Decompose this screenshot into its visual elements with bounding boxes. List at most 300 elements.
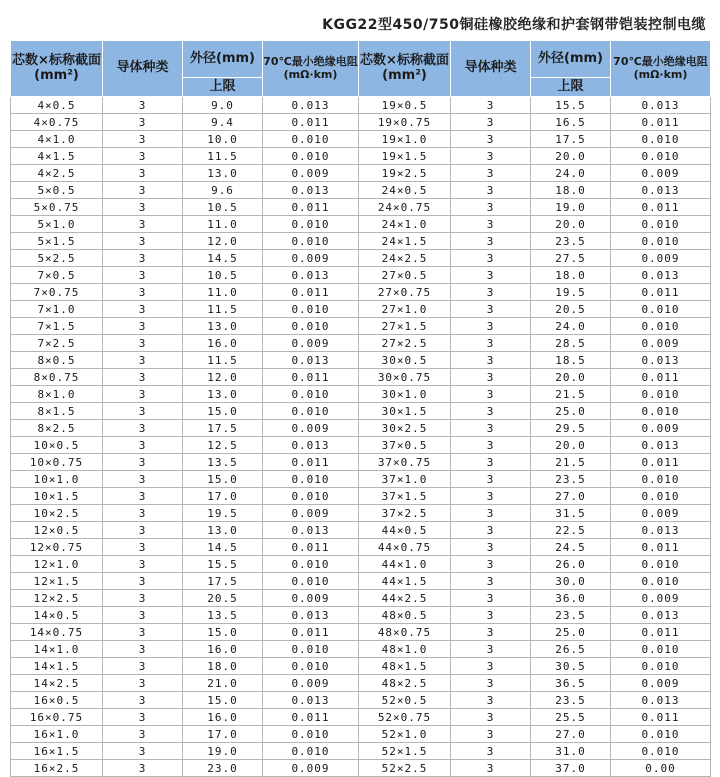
resistance-cell: 0.010 [611, 556, 711, 573]
diameter-cell: 37.0 [531, 760, 611, 777]
cores-cell: 48×0.5 [359, 607, 451, 624]
resistance-cell: 0.009 [611, 590, 711, 607]
cores-cell: 44×2.5 [359, 590, 451, 607]
diameter-cell: 14.5 [183, 250, 263, 267]
conductor-cell: 3 [103, 590, 183, 607]
cores-cell: 7×1.5 [11, 318, 103, 335]
table-row [11, 182, 711, 199]
resistance-cell: 0.011 [611, 114, 711, 131]
cores-cell: 8×2.5 [11, 420, 103, 437]
resistance-cell: 0.011 [263, 454, 359, 471]
cores-cell: 12×1.0 [11, 556, 103, 573]
resistance-cell: 0.013 [611, 692, 711, 709]
table-row [11, 420, 711, 437]
resistance-cell: 0.009 [263, 165, 359, 182]
cores-cell: 52×1.5 [359, 743, 451, 760]
cores-cell: 14×0.75 [11, 624, 103, 641]
resistance-cell: 0.013 [263, 182, 359, 199]
conductor-cell: 3 [103, 267, 183, 284]
resistance-cell: 0.010 [611, 216, 711, 233]
cores-cell: 7×0.5 [11, 267, 103, 284]
table-row [11, 709, 711, 726]
resistance-cell: 0.009 [611, 420, 711, 437]
resistance-cell: 0.010 [611, 488, 711, 505]
resistance-cell: 0.010 [263, 403, 359, 420]
diameter-cell: 9.0 [183, 97, 263, 114]
cores-cell: 24×0.75 [359, 199, 451, 216]
conductor-cell: 3 [103, 760, 183, 777]
conductor-cell: 3 [103, 165, 183, 182]
resistance-cell: 0.010 [263, 573, 359, 590]
diameter-cell: 21.0 [183, 675, 263, 692]
diameter-cell: 13.5 [183, 607, 263, 624]
diameter-cell: 17.5 [183, 573, 263, 590]
resistance-cell: 0.009 [263, 420, 359, 437]
table-row [11, 301, 711, 318]
cores-cell: 8×1.0 [11, 386, 103, 403]
diameter-cell: 23.5 [531, 692, 611, 709]
cores-cell: 5×0.5 [11, 182, 103, 199]
conductor-cell: 3 [103, 607, 183, 624]
diameter-cell: 15.0 [183, 624, 263, 641]
cores-cell: 5×2.5 [11, 250, 103, 267]
diameter-cell: 16.0 [183, 709, 263, 726]
cores-cell: 27×0.5 [359, 267, 451, 284]
conductor-cell: 3 [451, 403, 531, 420]
table-row [11, 522, 711, 539]
conductor-cell: 3 [451, 233, 531, 250]
conductor-cell: 3 [451, 641, 531, 658]
resistance-cell: 0.010 [263, 216, 359, 233]
resistance-cell: 0.011 [263, 284, 359, 301]
diameter-cell: 20.5 [531, 301, 611, 318]
cores-cell: 19×0.75 [359, 114, 451, 131]
cores-cell: 52×2.5 [359, 760, 451, 777]
resistance-cell: 0.010 [263, 726, 359, 743]
diameter-cell: 16.0 [183, 641, 263, 658]
diameter-cell: 11.0 [183, 284, 263, 301]
diameter-cell: 27.0 [531, 726, 611, 743]
resistance-cell: 0.010 [611, 301, 711, 318]
table-row [11, 165, 711, 182]
diameter-cell: 11.5 [183, 301, 263, 318]
conductor-cell: 3 [451, 522, 531, 539]
cores-cell: 37×1.0 [359, 471, 451, 488]
table-row [11, 556, 711, 573]
cores-cell: 24×1.5 [359, 233, 451, 250]
resistance-cell: 0.011 [611, 709, 711, 726]
diameter-cell: 20.0 [531, 437, 611, 454]
cores-cell: 8×0.75 [11, 369, 103, 386]
diameter-cell: 31.0 [531, 743, 611, 760]
resistance-cell: 0.010 [611, 233, 711, 250]
conductor-cell: 3 [451, 437, 531, 454]
table-row [11, 641, 711, 658]
diameter-cell: 16.5 [531, 114, 611, 131]
conductor-cell: 3 [103, 114, 183, 131]
resistance-cell: 0.011 [611, 624, 711, 641]
table-row [11, 352, 711, 369]
conductor-cell: 3 [451, 250, 531, 267]
resistance-cell: 0.011 [263, 369, 359, 386]
cores-cell: 14×2.5 [11, 675, 103, 692]
diameter-cell: 26.5 [531, 641, 611, 658]
diameter-cell: 17.5 [531, 131, 611, 148]
cores-cell: 4×1.0 [11, 131, 103, 148]
conductor-cell: 3 [103, 233, 183, 250]
table-row [11, 675, 711, 692]
resistance-cell: 0.013 [611, 267, 711, 284]
resistance-cell: 0.011 [263, 624, 359, 641]
cores-cell: 14×0.5 [11, 607, 103, 624]
cores-cell: 52×0.5 [359, 692, 451, 709]
table-row [11, 114, 711, 131]
resistance-cell: 0.009 [263, 250, 359, 267]
conductor-cell: 3 [451, 420, 531, 437]
table-row [11, 624, 711, 641]
conductor-cell: 3 [451, 165, 531, 182]
table-row [11, 760, 711, 777]
conductor-cell: 3 [103, 454, 183, 471]
diameter-cell: 12.0 [183, 369, 263, 386]
table-row [11, 505, 711, 522]
conductor-cell: 3 [103, 216, 183, 233]
table-row [11, 318, 711, 335]
cores-cell: 37×2.5 [359, 505, 451, 522]
conductor-cell: 3 [451, 454, 531, 471]
conductor-cell: 3 [103, 369, 183, 386]
header-cores: 芯数×标称截面 (mm²) [11, 41, 103, 97]
cores-cell: 44×1.5 [359, 573, 451, 590]
conductor-cell: 3 [103, 709, 183, 726]
diameter-cell: 19.0 [531, 199, 611, 216]
header-resistance: 70℃最小绝缘电阻 (mΩ·km) [611, 41, 711, 97]
cores-cell: 24×0.5 [359, 182, 451, 199]
cores-cell: 27×2.5 [359, 335, 451, 352]
cores-cell: 12×0.5 [11, 522, 103, 539]
resistance-cell: 0.010 [263, 556, 359, 573]
resistance-cell: 0.011 [263, 539, 359, 556]
diameter-cell: 21.5 [531, 454, 611, 471]
conductor-cell: 3 [451, 182, 531, 199]
conductor-cell: 3 [103, 522, 183, 539]
resistance-cell: 0.013 [263, 437, 359, 454]
conductor-cell: 3 [451, 335, 531, 352]
resistance-cell: 0.010 [263, 386, 359, 403]
diameter-cell: 20.0 [531, 216, 611, 233]
conductor-cell: 3 [103, 743, 183, 760]
conductor-cell: 3 [103, 641, 183, 658]
conductor-cell: 3 [103, 335, 183, 352]
diameter-cell: 36.5 [531, 675, 611, 692]
resistance-cell: 0.013 [611, 97, 711, 114]
diameter-cell: 25.0 [531, 403, 611, 420]
diameter-cell: 20.5 [183, 590, 263, 607]
diameter-cell: 10.5 [183, 199, 263, 216]
cores-cell: 19×2.5 [359, 165, 451, 182]
resistance-cell: 0.011 [611, 199, 711, 216]
resistance-cell: 0.011 [263, 709, 359, 726]
conductor-cell: 3 [451, 301, 531, 318]
cores-cell: 16×1.0 [11, 726, 103, 743]
table-row [11, 199, 711, 216]
cores-cell: 24×2.5 [359, 250, 451, 267]
diameter-cell: 23.0 [183, 760, 263, 777]
conductor-cell: 3 [103, 403, 183, 420]
conductor-cell: 3 [451, 624, 531, 641]
conductor-cell: 3 [451, 590, 531, 607]
diameter-cell: 18.0 [183, 658, 263, 675]
diameter-cell: 13.0 [183, 165, 263, 182]
diameter-cell: 19.0 [183, 743, 263, 760]
cores-cell: 37×0.5 [359, 437, 451, 454]
header-conductor: 导体种类 [451, 41, 531, 97]
conductor-cell: 3 [451, 97, 531, 114]
diameter-cell: 13.0 [183, 318, 263, 335]
diameter-cell: 20.0 [531, 369, 611, 386]
conductor-cell: 3 [451, 216, 531, 233]
table-row [11, 386, 711, 403]
resistance-cell: 0.010 [263, 233, 359, 250]
table-row [11, 267, 711, 284]
header-cores: 芯数×标称截面 (mm²) [359, 41, 451, 97]
cores-cell: 37×1.5 [359, 488, 451, 505]
resistance-cell: 0.010 [263, 318, 359, 335]
table-row [11, 539, 711, 556]
cores-cell: 4×2.5 [11, 165, 103, 182]
cores-cell: 48×0.75 [359, 624, 451, 641]
conductor-cell: 3 [103, 318, 183, 335]
table-row [11, 250, 711, 267]
resistance-cell: 0.010 [263, 658, 359, 675]
resistance-cell: 0.013 [263, 97, 359, 114]
conductor-cell: 3 [451, 267, 531, 284]
resistance-cell: 0.010 [263, 488, 359, 505]
resistance-cell: 0.009 [263, 675, 359, 692]
diameter-cell: 9.6 [183, 182, 263, 199]
cores-cell: 4×1.5 [11, 148, 103, 165]
table-row [11, 488, 711, 505]
conductor-cell: 3 [451, 760, 531, 777]
cores-cell: 7×2.5 [11, 335, 103, 352]
table-row [11, 658, 711, 675]
conductor-cell: 3 [103, 539, 183, 556]
cores-cell: 12×1.5 [11, 573, 103, 590]
resistance-cell: 0.009 [611, 505, 711, 522]
diameter-cell: 11.5 [183, 352, 263, 369]
diameter-cell: 27.0 [531, 488, 611, 505]
conductor-cell: 3 [103, 199, 183, 216]
cores-cell: 5×1.0 [11, 216, 103, 233]
diameter-cell: 11.0 [183, 216, 263, 233]
diameter-cell: 22.5 [531, 522, 611, 539]
resistance-cell: 0.010 [611, 403, 711, 420]
diameter-cell: 24.5 [531, 539, 611, 556]
conductor-cell: 3 [103, 148, 183, 165]
conductor-cell: 3 [451, 726, 531, 743]
table-row [11, 369, 711, 386]
resistance-cell: 0.013 [263, 522, 359, 539]
table-row [11, 148, 711, 165]
resistance-cell: 0.010 [263, 471, 359, 488]
resistance-cell: 0.013 [611, 352, 711, 369]
conductor-cell: 3 [103, 301, 183, 318]
resistance-cell: 0.009 [263, 505, 359, 522]
conductor-cell: 3 [103, 386, 183, 403]
conductor-cell: 3 [451, 352, 531, 369]
diameter-cell: 30.5 [531, 658, 611, 675]
cores-cell: 44×0.75 [359, 539, 451, 556]
diameter-cell: 18.0 [531, 182, 611, 199]
diameter-cell: 15.5 [183, 556, 263, 573]
diameter-cell: 15.0 [183, 692, 263, 709]
conductor-cell: 3 [451, 318, 531, 335]
cores-cell: 14×1.0 [11, 641, 103, 658]
diameter-cell: 36.0 [531, 590, 611, 607]
resistance-cell: 0.011 [611, 369, 711, 386]
header-upper: 上限 [531, 78, 611, 97]
diameter-cell: 24.0 [531, 318, 611, 335]
cores-cell: 16×2.5 [11, 760, 103, 777]
conductor-cell: 3 [103, 488, 183, 505]
resistance-cell: 0.009 [611, 335, 711, 352]
conductor-cell: 3 [451, 148, 531, 165]
diameter-cell: 25.0 [531, 624, 611, 641]
diameter-cell: 18.5 [531, 352, 611, 369]
conductor-cell: 3 [103, 505, 183, 522]
diameter-cell: 19.5 [183, 505, 263, 522]
cores-cell: 52×0.75 [359, 709, 451, 726]
diameter-cell: 28.5 [531, 335, 611, 352]
conductor-cell: 3 [451, 488, 531, 505]
cores-cell: 24×1.0 [359, 216, 451, 233]
conductor-cell: 3 [451, 658, 531, 675]
conductor-cell: 3 [451, 386, 531, 403]
table-row [11, 573, 711, 590]
cores-cell: 10×1.0 [11, 471, 103, 488]
conductor-cell: 3 [451, 539, 531, 556]
resistance-cell: 0.013 [611, 437, 711, 454]
conductor-cell: 3 [103, 573, 183, 590]
diameter-cell: 10.0 [183, 131, 263, 148]
diameter-cell: 26.0 [531, 556, 611, 573]
cores-cell: 52×1.0 [359, 726, 451, 743]
resistance-cell: 0.009 [263, 760, 359, 777]
cores-cell: 48×1.5 [359, 658, 451, 675]
cores-cell: 30×1.5 [359, 403, 451, 420]
diameter-cell: 17.0 [183, 726, 263, 743]
resistance-cell: 0.011 [611, 539, 711, 556]
cores-cell: 37×0.75 [359, 454, 451, 471]
conductor-cell: 3 [451, 556, 531, 573]
resistance-cell: 0.013 [263, 692, 359, 709]
table-row [11, 335, 711, 352]
conductor-cell: 3 [103, 658, 183, 675]
conductor-cell: 3 [451, 743, 531, 760]
cores-cell: 27×0.75 [359, 284, 451, 301]
cores-cell: 10×0.75 [11, 454, 103, 471]
table-row [11, 692, 711, 709]
resistance-cell: 0.010 [611, 148, 711, 165]
conductor-cell: 3 [103, 692, 183, 709]
diameter-cell: 21.5 [531, 386, 611, 403]
cores-cell: 19×1.5 [359, 148, 451, 165]
conductor-cell: 3 [103, 556, 183, 573]
conductor-cell: 3 [451, 131, 531, 148]
conductor-cell: 3 [103, 182, 183, 199]
table-row [11, 131, 711, 148]
table-row [11, 454, 711, 471]
resistance-cell: 0.011 [611, 284, 711, 301]
cores-cell: 4×0.5 [11, 97, 103, 114]
conductor-cell: 3 [451, 573, 531, 590]
cores-cell: 8×1.5 [11, 403, 103, 420]
conductor-cell: 3 [103, 420, 183, 437]
conductor-cell: 3 [103, 352, 183, 369]
resistance-cell: 0.010 [611, 386, 711, 403]
resistance-cell: 0.010 [611, 131, 711, 148]
header-diameter: 外径(mm) [183, 41, 263, 78]
table-row [11, 743, 711, 760]
resistance-cell: 0.013 [263, 607, 359, 624]
spec-table [10, 40, 711, 777]
conductor-cell: 3 [103, 284, 183, 301]
cores-cell: 30×2.5 [359, 420, 451, 437]
cores-cell: 12×2.5 [11, 590, 103, 607]
cores-cell: 30×0.75 [359, 369, 451, 386]
resistance-cell: 0.010 [263, 301, 359, 318]
table-row [11, 607, 711, 624]
table-row [11, 590, 711, 607]
cores-cell: 27×1.0 [359, 301, 451, 318]
header-resistance: 70℃最小绝缘电阻 (mΩ·km) [263, 41, 359, 97]
resistance-cell: 0.010 [611, 743, 711, 760]
resistance-cell: 0.010 [263, 148, 359, 165]
resistance-cell: 0.009 [263, 590, 359, 607]
diameter-cell: 19.5 [531, 284, 611, 301]
resistance-cell: 0.011 [263, 199, 359, 216]
cores-cell: 5×0.75 [11, 199, 103, 216]
conductor-cell: 3 [103, 97, 183, 114]
conductor-cell: 3 [103, 131, 183, 148]
cores-cell: 27×1.5 [359, 318, 451, 335]
diameter-cell: 10.5 [183, 267, 263, 284]
cores-cell: 19×1.0 [359, 131, 451, 148]
diameter-cell: 20.0 [531, 148, 611, 165]
resistance-cell: 0.010 [611, 318, 711, 335]
conductor-cell: 3 [103, 624, 183, 641]
diameter-cell: 18.0 [531, 267, 611, 284]
resistance-cell: 0.011 [263, 114, 359, 131]
cores-cell: 10×0.5 [11, 437, 103, 454]
cores-cell: 19×0.5 [359, 97, 451, 114]
resistance-cell: 0.00 [611, 760, 711, 777]
resistance-cell: 0.013 [263, 352, 359, 369]
conductor-cell: 3 [451, 607, 531, 624]
cores-cell: 7×0.75 [11, 284, 103, 301]
cores-cell: 10×1.5 [11, 488, 103, 505]
conductor-cell: 3 [451, 284, 531, 301]
resistance-cell: 0.009 [263, 335, 359, 352]
conductor-cell: 3 [103, 250, 183, 267]
cores-cell: 30×1.0 [359, 386, 451, 403]
conductor-cell: 3 [103, 726, 183, 743]
cores-cell: 44×0.5 [359, 522, 451, 539]
diameter-cell: 12.0 [183, 233, 263, 250]
resistance-cell: 0.009 [611, 165, 711, 182]
diameter-cell: 23.5 [531, 607, 611, 624]
diameter-cell: 13.0 [183, 522, 263, 539]
